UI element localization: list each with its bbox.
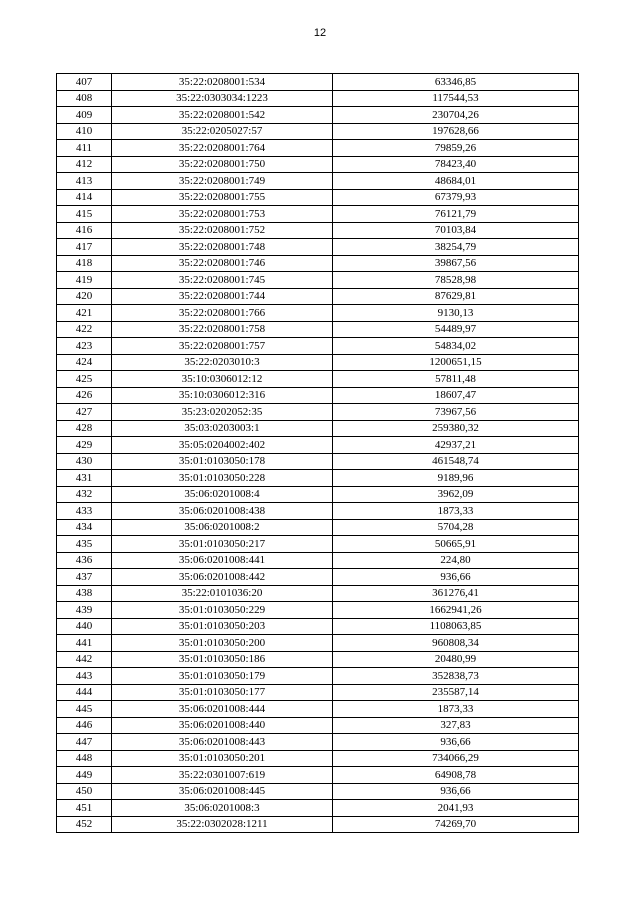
cadastral-number-cell: 35:22:0303034:1223 <box>112 90 333 107</box>
table-row <box>57 750 579 767</box>
cadastral-value-cell: 1108063,85 <box>333 618 579 635</box>
row-number-cell: 436 <box>57 552 112 569</box>
row-number-cell: 430 <box>57 453 112 470</box>
row-number-cell: 450 <box>57 783 112 800</box>
cadastral-number-cell: 35:01:0103050:186 <box>112 651 333 668</box>
cadastral-number-cell: 35:06:0201008:441 <box>112 552 333 569</box>
table-row <box>57 816 579 833</box>
row-number-cell: 420 <box>57 288 112 305</box>
row-number-cell: 438 <box>57 585 112 602</box>
row-number-cell: 441 <box>57 635 112 652</box>
cadastral-value-cell: 39867,56 <box>333 255 579 272</box>
cadastral-number-cell: 35:22:0208001:749 <box>112 173 333 190</box>
row-number-cell: 422 <box>57 321 112 338</box>
table-row <box>57 371 579 388</box>
table-row <box>57 156 579 173</box>
row-number-cell: 442 <box>57 651 112 668</box>
table-row <box>57 734 579 751</box>
cadastral-number-cell: 35:22:0208001:534 <box>112 74 333 91</box>
cadastral-number-cell: 35:22:0208001:755 <box>112 189 333 206</box>
table-row <box>57 272 579 289</box>
row-number-cell: 435 <box>57 536 112 553</box>
cadastral-number-cell: 35:22:0208001:757 <box>112 338 333 355</box>
cadastral-number-cell: 35:22:0208001:758 <box>112 321 333 338</box>
cadastral-number-cell: 35:01:0103050:229 <box>112 602 333 619</box>
table-row <box>57 222 579 239</box>
table-row <box>57 536 579 553</box>
row-number-cell: 421 <box>57 305 112 322</box>
row-number-cell: 451 <box>57 800 112 817</box>
cadastral-number-cell: 35:01:0103050:200 <box>112 635 333 652</box>
row-number-cell: 414 <box>57 189 112 206</box>
cadastral-value-cell: 54489,97 <box>333 321 579 338</box>
row-number-cell: 439 <box>57 602 112 619</box>
cadastral-number-cell: 35:22:0101036:20 <box>112 585 333 602</box>
page-number: 12 <box>313 27 327 39</box>
table-row <box>57 668 579 685</box>
cadastral-number-cell: 35:22:0208001:750 <box>112 156 333 173</box>
cadastral-value-cell: 67379,93 <box>333 189 579 206</box>
cadastral-value-cell: 1662941,26 <box>333 602 579 619</box>
table-row <box>57 585 579 602</box>
table-row <box>57 470 579 487</box>
row-number-cell: 425 <box>57 371 112 388</box>
cadastral-number-cell: 35:06:0201008:440 <box>112 717 333 734</box>
cadastral-value-cell: 352838,73 <box>333 668 579 685</box>
row-number-cell: 427 <box>57 404 112 421</box>
cadastral-number-cell: 35:06:0201008:443 <box>112 734 333 751</box>
cadastral-value-cell: 57811,48 <box>333 371 579 388</box>
cadastral-value-cell: 361276,41 <box>333 585 579 602</box>
cadastral-number-cell: 35:23:0202052:35 <box>112 404 333 421</box>
table-row <box>57 651 579 668</box>
cadastral-value-cell: 76121,79 <box>333 206 579 223</box>
row-number-cell: 452 <box>57 816 112 833</box>
cadastral-number-cell: 35:06:0201008:442 <box>112 569 333 586</box>
table-row <box>57 701 579 718</box>
table-row <box>57 173 579 190</box>
table-row <box>57 288 579 305</box>
cadastral-value-cell: 50665,91 <box>333 536 579 553</box>
cadastral-number-cell: 35:22:0208001:746 <box>112 255 333 272</box>
table-body <box>57 74 579 833</box>
cadastral-value-cell: 9189,96 <box>333 470 579 487</box>
table-row <box>57 107 579 124</box>
cadastral-value-cell: 87629,81 <box>333 288 579 305</box>
row-number-cell: 410 <box>57 123 112 140</box>
table-row <box>57 206 579 223</box>
table-row <box>57 618 579 635</box>
row-number-cell: 433 <box>57 503 112 520</box>
row-number-cell: 418 <box>57 255 112 272</box>
cadastral-number-cell: 35:10:0306012:12 <box>112 371 333 388</box>
row-number-cell: 434 <box>57 519 112 536</box>
row-number-cell: 445 <box>57 701 112 718</box>
table-row <box>57 635 579 652</box>
cadastral-number-cell: 35:01:0103050:201 <box>112 750 333 767</box>
cadastral-value-cell: 1873,33 <box>333 701 579 718</box>
table-row <box>57 453 579 470</box>
table-row <box>57 387 579 404</box>
cadastral-number-cell: 35:22:0208001:753 <box>112 206 333 223</box>
table-row <box>57 305 579 322</box>
cadastral-value-cell: 960808,34 <box>333 635 579 652</box>
cadastral-number-cell: 35:01:0103050:177 <box>112 684 333 701</box>
cadastral-value-cell: 9130,13 <box>333 305 579 322</box>
cadastral-value-cell: 734066,29 <box>333 750 579 767</box>
cadastral-value-cell: 461548,74 <box>333 453 579 470</box>
table-row <box>57 420 579 437</box>
cadastral-value-cell: 224,80 <box>333 552 579 569</box>
table-row <box>57 239 579 256</box>
row-number-cell: 408 <box>57 90 112 107</box>
cadastral-number-cell: 35:22:0301007:619 <box>112 767 333 784</box>
row-number-cell: 417 <box>57 239 112 256</box>
cadastral-number-cell: 35:01:0103050:179 <box>112 668 333 685</box>
table-row <box>57 74 579 91</box>
row-number-cell: 411 <box>57 140 112 157</box>
table-row <box>57 90 579 107</box>
cadastral-number-cell: 35:22:0208001:752 <box>112 222 333 239</box>
cadastral-value-cell: 235587,14 <box>333 684 579 701</box>
cadastral-value-cell: 78423,40 <box>333 156 579 173</box>
cadastral-value-cell: 63346,85 <box>333 74 579 91</box>
cadastral-number-cell: 35:22:0203010:3 <box>112 354 333 371</box>
row-number-cell: 415 <box>57 206 112 223</box>
cadastral-value-cell: 48684,01 <box>333 173 579 190</box>
cadastral-number-cell: 35:06:0201008:438 <box>112 503 333 520</box>
cadastral-value-cell: 78528,98 <box>333 272 579 289</box>
cadastral-number-cell: 35:10:0306012:316 <box>112 387 333 404</box>
cadastral-number-cell: 35:22:0208001:744 <box>112 288 333 305</box>
cadastral-value-cell: 54834,02 <box>333 338 579 355</box>
table-row <box>57 437 579 454</box>
cadastral-number-cell: 35:06:0201008:444 <box>112 701 333 718</box>
row-number-cell: 444 <box>57 684 112 701</box>
cadastral-value-cell: 73967,56 <box>333 404 579 421</box>
row-number-cell: 423 <box>57 338 112 355</box>
row-number-cell: 449 <box>57 767 112 784</box>
cadastral-value-table <box>56 73 579 833</box>
cadastral-number-cell: 35:22:0302028:1211 <box>112 816 333 833</box>
table-row <box>57 767 579 784</box>
table-row <box>57 783 579 800</box>
cadastral-value-cell: 38254,79 <box>333 239 579 256</box>
table-row <box>57 800 579 817</box>
table-row <box>57 552 579 569</box>
cadastral-number-cell: 35:01:0103050:228 <box>112 470 333 487</box>
cadastral-number-cell: 35:01:0103050:203 <box>112 618 333 635</box>
row-number-cell: 432 <box>57 486 112 503</box>
cadastral-value-cell: 230704,26 <box>333 107 579 124</box>
cadastral-value-cell: 936,66 <box>333 783 579 800</box>
cadastral-value-cell: 42937,21 <box>333 437 579 454</box>
table-row <box>57 602 579 619</box>
row-number-cell: 419 <box>57 272 112 289</box>
row-number-cell: 407 <box>57 74 112 91</box>
row-number-cell: 431 <box>57 470 112 487</box>
cadastral-value-cell: 2041,93 <box>333 800 579 817</box>
row-number-cell: 424 <box>57 354 112 371</box>
row-number-cell: 429 <box>57 437 112 454</box>
cadastral-number-cell: 35:22:0208001:748 <box>112 239 333 256</box>
table-row <box>57 404 579 421</box>
cadastral-number-cell: 35:22:0205027:57 <box>112 123 333 140</box>
cadastral-number-cell: 35:01:0103050:217 <box>112 536 333 553</box>
row-number-cell: 416 <box>57 222 112 239</box>
cadastral-value-cell: 936,66 <box>333 734 579 751</box>
row-number-cell: 440 <box>57 618 112 635</box>
cadastral-value-cell: 70103,84 <box>333 222 579 239</box>
row-number-cell: 448 <box>57 750 112 767</box>
cadastral-value-cell: 1200651,15 <box>333 354 579 371</box>
row-number-cell: 409 <box>57 107 112 124</box>
table-row <box>57 255 579 272</box>
table-row <box>57 189 579 206</box>
table-row <box>57 338 579 355</box>
table-row <box>57 684 579 701</box>
table-row <box>57 123 579 140</box>
cadastral-value-cell: 117544,53 <box>333 90 579 107</box>
cadastral-number-cell: 35:06:0201008:3 <box>112 800 333 817</box>
cadastral-number-cell: 35:22:0208001:764 <box>112 140 333 157</box>
table-row <box>57 321 579 338</box>
cadastral-value-cell: 1873,33 <box>333 503 579 520</box>
table-row <box>57 503 579 520</box>
cadastral-value-cell: 3962,09 <box>333 486 579 503</box>
cadastral-value-cell: 64908,78 <box>333 767 579 784</box>
row-number-cell: 437 <box>57 569 112 586</box>
table-row <box>57 486 579 503</box>
cadastral-value-cell: 79859,26 <box>333 140 579 157</box>
row-number-cell: 428 <box>57 420 112 437</box>
cadastral-value-cell: 259380,32 <box>333 420 579 437</box>
cadastral-number-cell: 35:01:0103050:178 <box>112 453 333 470</box>
row-number-cell: 412 <box>57 156 112 173</box>
cadastral-number-cell: 35:06:0201008:2 <box>112 519 333 536</box>
cadastral-number-cell: 35:06:0201008:445 <box>112 783 333 800</box>
cadastral-value-cell: 936,66 <box>333 569 579 586</box>
row-number-cell: 447 <box>57 734 112 751</box>
row-number-cell: 426 <box>57 387 112 404</box>
cadastral-value-cell: 18607,47 <box>333 387 579 404</box>
table-row <box>57 717 579 734</box>
cadastral-number-cell: 35:06:0201008:4 <box>112 486 333 503</box>
cadastral-number-cell: 35:22:0208001:766 <box>112 305 333 322</box>
cadastral-number-cell: 35:22:0208001:542 <box>112 107 333 124</box>
table-row <box>57 140 579 157</box>
cadastral-number-cell: 35:05:0204002:402 <box>112 437 333 454</box>
row-number-cell: 446 <box>57 717 112 734</box>
cadastral-number-cell: 35:03:0203003:1 <box>112 420 333 437</box>
cadastral-value-cell: 327,83 <box>333 717 579 734</box>
row-number-cell: 413 <box>57 173 112 190</box>
cadastral-value-cell: 20480,99 <box>333 651 579 668</box>
cadastral-value-cell: 74269,70 <box>333 816 579 833</box>
table-row <box>57 519 579 536</box>
cadastral-value-cell: 5704,28 <box>333 519 579 536</box>
table-row <box>57 569 579 586</box>
table-row <box>57 354 579 371</box>
cadastral-value-cell: 197628,66 <box>333 123 579 140</box>
cadastral-number-cell: 35:22:0208001:745 <box>112 272 333 289</box>
row-number-cell: 443 <box>57 668 112 685</box>
